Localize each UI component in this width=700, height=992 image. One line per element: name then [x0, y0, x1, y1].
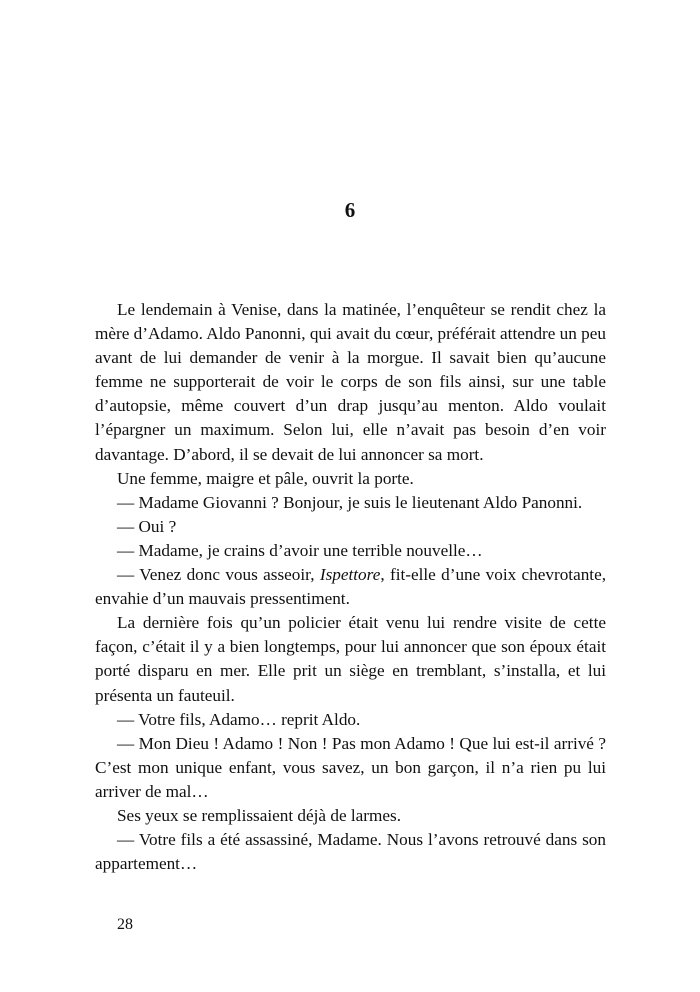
paragraph-segment: — Venez donc vous asseoir, [117, 565, 320, 585]
paragraph: Ses yeux se remplissaient déjà de larmes. [117, 805, 401, 825]
paragraph: — Oui ? [117, 516, 177, 536]
paragraph: La dernière fois qu’un policier était venu lui rendre visite de cette façon, c’était il y a bien longtemps, pour lui annoncer que son époux était porté disparu en mer. Elle prit un siège en tremblant, s’installa, et lui présenta un fauteuil. [95, 613, 606, 705]
paragraph: — Votre fils a été assassiné, Madame. Nous l’avons retrouvé dans son appartement… [95, 830, 606, 874]
page-number: 28 [117, 916, 133, 933]
italic-word: Ispettore [319, 565, 381, 585]
paragraph: Une femme, maigre et pâle, ouvrit la porte. [117, 468, 414, 488]
chapter-number: 6 [344, 198, 356, 222]
paragraph: — Madame, je crains d’avoir une terrible nouvelle… [117, 540, 483, 560]
paragraph-segment: , fit-elle d’une voix chevrotante, envahie d’un mauvais pressentiment. [95, 565, 606, 609]
paragraph: — Madame Giovanni ? Bonjour, je suis le lieutenant Aldo Panonni. [117, 492, 583, 512]
paragraph: — Votre fils, Adamo… reprit Aldo. [117, 709, 361, 729]
paragraph: Le lendemain à Venise, dans la matinée, l’enquêteur se rendit chez la mère d’Adamo. Aldo Panonni, qui avait du cœur, préférait attendre un peu avant de lui demander de venir à la morgue. Il savait bien qu’aucune femme ne supporterait de voir le corps de son fils ainsi, sur une table d’autopsie, même couvert d’un drap jusqu’au menton. Aldo voulait l’épargner un maximum. Selon lui, elle n’avait pas besoin d’en voir davantage. D’abord, il se devait de lui annoncer sa mort. [95, 300, 606, 464]
paragraph: — Mon Dieu ! Adamo ! Non ! Pas mon Adamo ! Que lui est-il arrivé ? C’est mon unique enfant, vous savez, un bon garçon, il n’a rien pu lui arriver de mal… [95, 733, 606, 801]
text-body [95, 298, 606, 876]
paragraph-with-italic [95, 563, 606, 611]
